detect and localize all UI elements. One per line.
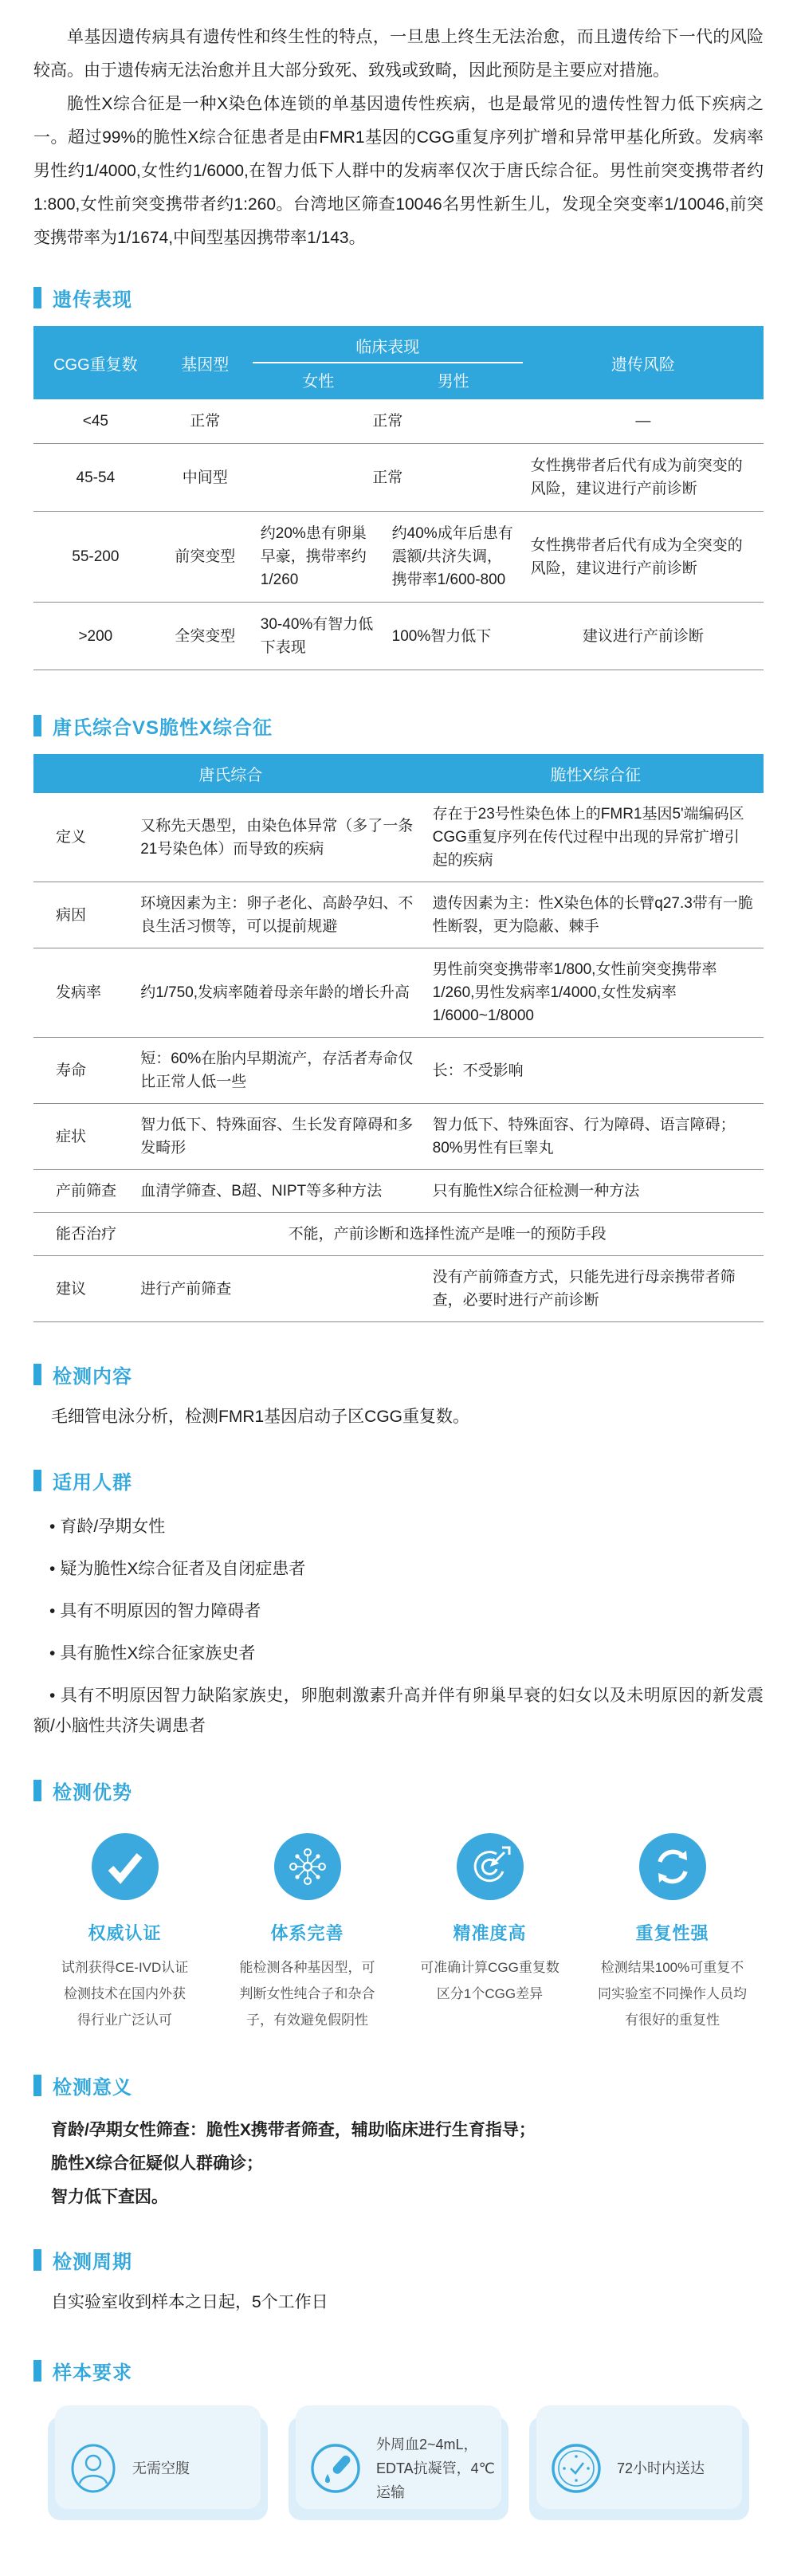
- advantage-card-precision: [398, 1833, 581, 2033]
- bullet-dot: •: [49, 1687, 56, 1705]
- t1-header-risk: 遗传风险: [523, 326, 764, 399]
- t1-r2-risk: 女性携带者后代有成为前突变的风险，建议进行产前诊断: [523, 444, 764, 512]
- section-marker: [33, 1364, 41, 1385]
- sample-card-line: 无需空腹: [132, 2460, 190, 2476]
- t1-r1-genotype: 正常: [158, 399, 253, 444]
- advantage-card-authority: [33, 1833, 216, 2033]
- table-row: [33, 1038, 764, 1104]
- table-row: [33, 444, 764, 512]
- section-sample-title: [33, 2357, 764, 2385]
- t2-r5-down: 智力低下、特殊面容、生长发育障碍和多发畸形: [135, 1104, 427, 1170]
- section-cycle-title: [33, 2246, 764, 2274]
- t2-r4-label: 寿命: [33, 1038, 135, 1104]
- section-significance-title: [33, 2071, 764, 2099]
- population-item-text: 具有不明原因的智力障碍者: [60, 1602, 261, 1620]
- section-marker: [33, 287, 41, 308]
- advantage-desc-line: 区分1个CGG差异: [436, 1986, 544, 2001]
- genetic-table: [33, 326, 764, 670]
- network-icon: [274, 1833, 341, 1904]
- sample-card-text: [617, 2456, 705, 2480]
- t2-r8-fragile: 没有产前筛查方式，只能先进行母亲携带者筛查，必要时进行产前诊断: [428, 1256, 764, 1322]
- advantage-desc: [589, 1954, 756, 2033]
- section-marker: [33, 1780, 41, 1801]
- t1-header-male: 男性: [384, 363, 523, 399]
- list-item: [33, 1681, 764, 1742]
- t1-r3-genotype: 前突变型: [158, 512, 253, 603]
- advantage-title: 重复性强: [635, 1923, 709, 1943]
- table-row: [33, 399, 764, 444]
- section-marker: [33, 715, 41, 736]
- t1-r4-cgg: >200: [33, 603, 158, 670]
- section-cycle-title-text: 检测周期: [53, 2252, 132, 2273]
- advantage-card-system: [216, 1833, 398, 2033]
- t2-r5-label: 症状: [33, 1104, 135, 1170]
- comparison-table: [33, 754, 764, 1322]
- t1-r1-clinical: 正常: [253, 399, 523, 444]
- table-row: [33, 603, 764, 670]
- sample-card-line: EDTA抗凝管，4℃运输: [376, 2460, 495, 2500]
- t2-r2-label: 病因: [33, 882, 135, 948]
- t2-r4-down: 短：60%在胎内早期流产，存活者寿命仅比正常人低一些: [135, 1038, 427, 1104]
- section-population-title-text: 适用人群: [53, 1472, 132, 1494]
- population-list: [33, 1512, 764, 1742]
- t2-r8-label: 建议: [33, 1256, 135, 1322]
- advantage-desc-line: 有很好的重复性: [625, 2012, 720, 2028]
- sample-card-fasting: [48, 2417, 268, 2520]
- intro-paragraph-2: 脆性X综合征是一种X染色体连锁的单基因遗传性疾病，也是最常见的遗传性智力低下疾病之一。超过99%的脆性X综合征患者是由FMR1基因的CGG重复序列扩增和异常甲基化所致。发病率男性约1/4000,女性约1/6000,在智力低下人群中的发病率仅次于唐氏综合征。男性前突变携带者约1:800,女性前突变携带者约1:260。台湾地区筛查10046名男性新生儿，发现全突变率1/10046,前突变携带率为1/1674,中间型基因携带率1/143。: [33, 95, 764, 247]
- t2-r1-fragile: 存在于23号性染色体上的FMR1基因5'端编码区CGG重复序列在传代过程中出现的异常扩增引起的疾病: [428, 793, 764, 882]
- advantage-desc: [406, 1954, 573, 2007]
- section-content-title: [33, 1361, 764, 1388]
- t2-r1-down: 又称先天愚型，由染色体异常（多了一条21号染色体）而导致的疾病: [135, 793, 427, 882]
- bullet-dot: •: [49, 1518, 56, 1536]
- t1-r4-female: 30-40%有智力低下表现: [253, 603, 384, 670]
- t2-r5-fragile: 智力低下、特殊面容、行为障碍、语言障碍；80%男性有巨睾丸: [428, 1104, 764, 1170]
- t2-header-down: 唐氏综合: [33, 754, 428, 793]
- t1-header-female: 女性: [253, 363, 384, 399]
- advantage-desc-line: 检测技术在国内外获: [64, 1986, 186, 2001]
- t1-r3-male: 约40%成年后患有震额/共济失调，携带率1/600-800: [384, 512, 523, 603]
- cycle-body: 自实验室收到样本之日起，5个工作日: [51, 2293, 328, 2311]
- t1-r3-cgg: 55-200: [33, 512, 158, 603]
- advantage-desc-line: 试剂获得CE-IVD认证: [61, 1960, 189, 1975]
- bullet-dot: •: [49, 1644, 56, 1663]
- t1-header-genotype: 基因型: [158, 326, 253, 399]
- t1-r1-cgg: <45: [33, 399, 158, 444]
- t1-header-cgg: CGG重复数: [33, 326, 158, 399]
- section-marker: [33, 1470, 41, 1491]
- t2-r6-down: 血清学筛查、B超、NIPT等多种方法: [135, 1170, 427, 1213]
- repeat-icon: [639, 1833, 706, 1904]
- significance-body: [33, 2114, 764, 2214]
- table-row: [33, 1170, 764, 1213]
- advantage-desc-line: 子，有效避免假阴性: [246, 2012, 368, 2028]
- advantage-desc: [224, 1954, 391, 2033]
- check-icon: [92, 1833, 159, 1904]
- section-advantages-title: [33, 1777, 764, 1804]
- t2-r7-merged: 不能，产前诊断和选择性流产是唯一的预防手段: [135, 1213, 764, 1256]
- advantage-desc-line: 可准确计算CGG重复数: [420, 1960, 559, 1975]
- t1-r2-genotype: 中间型: [158, 444, 253, 512]
- advantage-card-repeatability: [581, 1833, 764, 2033]
- table-row: [33, 882, 764, 948]
- t1-r4-male: 100%智力低下: [384, 603, 523, 670]
- population-item-text: 具有脆性X综合征家族史者: [60, 1644, 256, 1663]
- table-row: [33, 948, 764, 1038]
- intro-paragraph-1: 单基因遗传病具有遗传性和终生性的特点，一旦患上终生无法治愈，而且遗传给下一代的风险较高。由于遗传病无法治愈并且大部分致死、致残或致畸，因此预防是主要应对措施。: [33, 28, 764, 80]
- section-vs-title: [33, 712, 764, 740]
- t1-r4-risk: 建议进行产前诊断: [523, 603, 764, 670]
- advantages-grid: [33, 1833, 764, 2033]
- section-genetic-title: [33, 284, 764, 312]
- clock-icon: [550, 2442, 603, 2495]
- table-row: [33, 1104, 764, 1170]
- t2-r2-fragile: 遗传因素为主：性X染色体的长臂q27.3带有一脆性断裂，更为隐蔽、棘手: [428, 882, 764, 948]
- list-item: [33, 1596, 764, 1627]
- blood-tube-icon: [309, 2442, 362, 2495]
- population-item-text: 具有不明原因智力缺陷家族史，卵胞刺激素升高并伴有卵巢早衰的妇女以及未明原因的新发震额/小脑性共济失调患者: [33, 1687, 764, 1735]
- section-sample-title-text: 样本要求: [53, 2362, 132, 2384]
- t1-r1-risk: —: [523, 399, 764, 444]
- t2-r4-fragile: 长：不受影响: [428, 1038, 764, 1104]
- t1-r3-female: 约20%患有卵巢早豪，携带率约1/260: [253, 512, 384, 603]
- sample-card-text: [376, 2433, 496, 2504]
- table-row: [33, 1213, 764, 1256]
- t2-r3-fragile: 男性前突变携带率1/800,女性前突变携带率1/260,男性发病率1/4000,女性发病率1/6000~1/8000: [428, 948, 764, 1038]
- t1-r3-risk: 女性携带者后代有成为全突变的风险，建议进行产前诊断: [523, 512, 764, 603]
- section-significance-title-text: 检测意义: [53, 2077, 132, 2099]
- advantage-title: 精准度高: [453, 1923, 527, 1943]
- advantage-desc-line: 判断女性纯合子和杂合: [239, 1986, 375, 2001]
- t2-r8-down: 进行产前筛查: [135, 1256, 427, 1322]
- sample-card-delivery: [529, 2417, 749, 2520]
- t2-r6-label: 产前筛查: [33, 1170, 135, 1213]
- significance-line: 脆性X综合征疑似人群确诊；: [51, 2154, 264, 2173]
- section-marker: [33, 2360, 41, 2382]
- t2-r3-label: 发病率: [33, 948, 135, 1038]
- sample-card-line: 72小时内送达: [617, 2460, 705, 2476]
- person-icon: [69, 2442, 118, 2495]
- advantage-title: 体系完善: [270, 1923, 344, 1943]
- t1-r2-clinical: 正常: [253, 444, 523, 512]
- sample-card-blood: [289, 2417, 508, 2520]
- advantage-desc-line: 得行业广泛认可: [77, 2012, 172, 2028]
- list-item: [33, 1639, 764, 1669]
- significance-line: 育龄/孕期女性筛查：脆性X携带者筛查，辅助临床进行生育指导；: [51, 2121, 536, 2139]
- t2-header-fragile: 脆性X综合征: [428, 754, 764, 793]
- section-marker: [33, 2075, 41, 2096]
- advantage-desc: [41, 1954, 208, 2033]
- population-item-text: 育龄/孕期女性: [60, 1518, 166, 1536]
- section-genetic-title-text: 遗传表现: [53, 289, 132, 311]
- t1-r4-genotype: 全突变型: [158, 603, 253, 670]
- t2-r3-down: 约1/750,发病率随着母亲年龄的增长升高: [135, 948, 427, 1038]
- bullet-dot: •: [49, 1602, 56, 1620]
- bullet-dot: •: [49, 1560, 56, 1578]
- t1-r2-cgg: 45-54: [33, 444, 158, 512]
- sample-card-text: [132, 2456, 190, 2480]
- target-icon: [457, 1833, 524, 1904]
- section-content-title-text: 检测内容: [53, 1366, 132, 1388]
- section-vs-title-text: 唐氏综合VS脆性X综合征: [53, 717, 273, 739]
- table-row: [33, 512, 764, 603]
- content-body: 毛细管电泳分析，检测FMR1基因启动子区CGG重复数。: [51, 1408, 469, 1426]
- t2-r2-down: 环境因素为主：卵子老化、高龄孕妇、不良生活习惯等，可以提前规避: [135, 882, 427, 948]
- advantage-desc-line: 能检测各种基因型，可: [239, 1960, 375, 1975]
- significance-line: 智力低下查因。: [51, 2188, 168, 2206]
- advantage-desc-line: 同实验室不同操作人员均: [598, 1986, 747, 2001]
- advantage-title: 权威认证: [88, 1923, 162, 1943]
- section-marker: [33, 2249, 41, 2271]
- t2-r6-fragile: 只有脆性X综合征检测一种方法: [428, 1170, 764, 1213]
- table-row: [33, 793, 764, 882]
- t2-r1-label: 定义: [33, 793, 135, 882]
- t1-header-clinical: 临床表现: [253, 326, 523, 363]
- sample-card-line: 外周血2~4mL，: [376, 2437, 478, 2452]
- population-item-text: 疑为脆性X综合征者及自闭症患者: [60, 1560, 306, 1578]
- advantage-desc-line: 检测结果100%可重复不: [600, 1960, 744, 1975]
- section-advantages-title-text: 检测优势: [53, 1782, 132, 1804]
- t2-r7-label: 能否治疗: [33, 1213, 135, 1256]
- table-row: [33, 1256, 764, 1322]
- list-item: [33, 1554, 764, 1584]
- list-item: [33, 1512, 764, 1542]
- section-population-title: [33, 1467, 764, 1494]
- sample-cards: [48, 2417, 749, 2520]
